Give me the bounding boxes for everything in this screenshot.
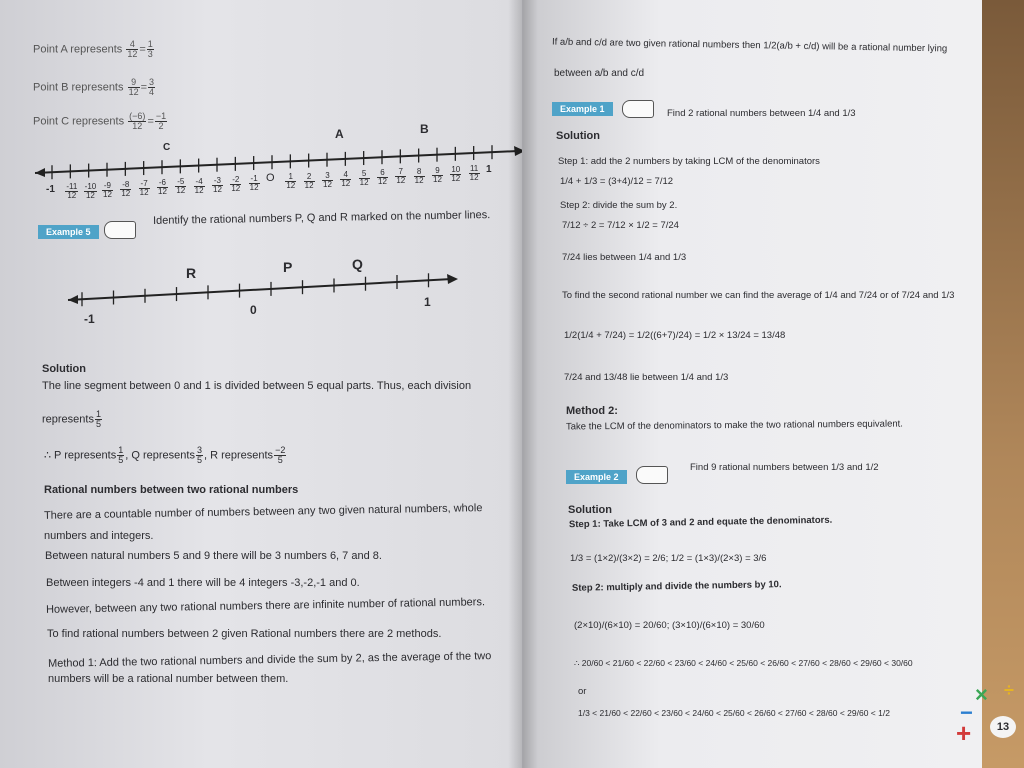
fraction: $\frac{-1}{2}$: [155, 111, 167, 131]
r-represents: , R represents: [203, 449, 274, 462]
example-1-text: Find 2 rational numbers between 1/4 and 1/3: [667, 108, 856, 119]
point-a-marker: A: [335, 127, 344, 141]
para-3: Between natural numbers 5 and 9 there will be 3 numbers 6, 7 and 8.: [45, 550, 382, 562]
right-page: [522, 0, 982, 768]
fraction: $\frac{9}{12}$: [128, 77, 139, 97]
tick-one: 1: [424, 295, 431, 309]
pointing-hand-icon: [636, 466, 668, 484]
tick-label: $\frac{11}{12}$: [469, 164, 479, 183]
tick-label: $\frac{-4}{12}$: [194, 176, 204, 195]
divide-sign-icon: ÷: [1004, 680, 1014, 700]
example-2-badge: Example 2: [566, 470, 627, 484]
fraction: $\frac{1}{3}$: [147, 39, 153, 59]
step-1-lcm: Step 1: Take LCM of 3 and 2 and equate the denominators.: [568, 514, 833, 531]
tick-label: $\frac{-5}{12}$: [176, 177, 186, 196]
pointing-hand-icon: [104, 221, 136, 239]
lies-between-text: 7/24 lies between 1/4 and 1/3: [562, 252, 687, 263]
solution-2-heading: Solution: [568, 504, 612, 516]
tick-label: $\frac{-11}{12}$: [66, 182, 78, 201]
step-2-equation-ten: (2×10)/(6×10) = 20/60; (3×10)/(6×10) = 30/60: [574, 620, 765, 631]
example-5-text: Identify the rational numbers P, Q and R marked on the number lines.: [152, 209, 491, 227]
tick-label: $\frac{9}{12}$: [433, 165, 442, 184]
wooden-table: [982, 0, 1024, 768]
tick-label: $\frac{5}{12}$: [359, 169, 369, 188]
point-b-marker: B: [420, 122, 429, 136]
origin-label: O: [266, 172, 275, 184]
point-c-label: Point C represents: [33, 115, 125, 128]
example-5-badge: Example 5: [38, 225, 99, 239]
intro-line-2: between a/b and c/d: [554, 68, 645, 79]
solution-heading: Solution: [556, 130, 600, 142]
number-line-twelfths: [30, 125, 522, 215]
step-1-lcm-equation: 1/3 = (1×2)/(3×2) = 2/6; 1/2 = (1×3)/(2×3) = 3/6: [570, 553, 767, 564]
para-5: However, between any two rational numbers there are infinite number of rational numbers.: [45, 596, 486, 616]
tick-label: $\frac{-3}{12}$: [213, 175, 222, 194]
minus-sign-icon: −: [960, 700, 973, 725]
tick-label: $\frac{-10}{12}$: [84, 181, 97, 200]
tick-label: $\frac{3}{12}$: [323, 170, 332, 189]
q-represents: , Q represents: [125, 449, 195, 462]
method-2-heading: Method 2:: [566, 405, 618, 417]
number-line-fifths: [60, 262, 460, 322]
para-4: Between integers -4 and 1 there will be 4 integers -3,-2,-1 and 0.: [46, 577, 360, 589]
tick-label: $\frac{4}{12}$: [341, 169, 351, 188]
second-number-text: To find the second rational number we can find the average of 1/4 and 7/24 or of 7/24 and 1/3: [562, 290, 955, 301]
point-a-line: Point A represents $\frac{4}{12}$ = $\frac{1}{3}$: [33, 39, 153, 59]
average-equation: 1/2(1/4 + 7/24) = 1/2((6+7)/24) = 1/2 × 13/24 = 13/48: [564, 330, 786, 341]
point-r-marker: R: [186, 265, 197, 281]
fraction: $\frac{(-6)}{12}$: [129, 111, 146, 131]
tick-label: -1: [46, 184, 55, 196]
step-1-equation: 1/4 + 1/3 = (3+4)/12 = 7/12: [560, 176, 674, 187]
tick-label: $\frac{-1}{12}$: [249, 174, 259, 193]
para-6: To find rational numbers between 2 given Rational numbers there are 2 methods.: [47, 628, 442, 640]
step-2-multiply: Step 2: multiply and divide the numbers by 10.: [571, 579, 782, 594]
inequality-chain-2: 1/3 < 21/60 < 22/60 < 23/60 < 24/60 < 25/60 < 26/60 < 27/60 < 28/60 < 29/60 < 1/2: [578, 708, 890, 718]
fraction: $\frac{1}{5}$: [95, 409, 101, 429]
book-gutter: [508, 0, 538, 768]
or-text: or: [578, 686, 587, 697]
multiply-sign-icon: ×: [975, 682, 988, 707]
fraction: $\frac{3}{4}$: [149, 77, 155, 97]
intro-line-1: If a/b and c/d are two given rational numbers then 1/2(a/b + c/d) will be a rational number lying: [551, 36, 948, 55]
para-2: numbers and integers.: [44, 530, 154, 542]
point-b-line: Point B represents $\frac{9}{12}$ = $\frac{3}{4}$: [33, 77, 155, 97]
para-8: numbers will be a rational number between them.: [48, 673, 289, 685]
page-number: 13: [990, 716, 1016, 738]
point-q-marker: Q: [352, 256, 363, 272]
step-2-equation: 7/12 ÷ 2 = 7/12 × 1/2 = 7/24: [562, 220, 679, 231]
point-b-label: Point B represents: [33, 81, 124, 94]
method-2-text: Take the LCM of the denominators to make the two rational numbers equivalent.: [565, 418, 903, 433]
represents-text: represents: [42, 413, 94, 426]
section-heading: Rational numbers between two rational numbers: [44, 484, 299, 496]
para-1: There are a countable number of numbers between any two given natural numbers, whole: [43, 502, 483, 522]
tick-label: $\frac{-6}{12}$: [158, 178, 167, 197]
fraction: $\frac{-2}{5}$: [275, 445, 286, 465]
fraction: $\frac{3}{5}$: [196, 445, 202, 465]
tick-minus-one: -1: [84, 312, 95, 326]
tick-label: $\frac{10}{12}$: [451, 164, 461, 183]
step-1-text: Step 1: add the 2 numbers by taking LCM of the denominators: [558, 156, 820, 167]
tick-label: $\frac{2}{12}$: [304, 171, 314, 190]
plus-sign-icon: +: [956, 718, 972, 748]
fraction: $\frac{4}{12}$: [127, 39, 138, 59]
para-7: Method 1: Add the two rational numbers and divide the sum by 2, as the average of the two: [47, 650, 492, 670]
point-c-line: Point C represents $\frac{(-6)}{12}$ = $\frac{-1}{2}$: [33, 111, 167, 131]
solution-heading: Solution: [42, 363, 86, 375]
example-2-text: Find 9 rational numbers between 1/3 and 1/2: [690, 462, 879, 473]
point-a-label: Point A represents: [33, 43, 123, 56]
example-1-badge: Example 1: [552, 102, 613, 116]
lie-between-result: 7/24 and 13/48 lie between 1/4 and 1/3: [564, 372, 729, 383]
tick-label: $\frac{8}{12}$: [414, 166, 424, 185]
point-c-marker: C: [163, 142, 171, 153]
point-p-marker: P: [283, 259, 293, 275]
tick-label: $\frac{6}{12}$: [378, 168, 387, 187]
tick-label: 1: [486, 164, 492, 176]
pointing-hand-icon: [622, 100, 654, 118]
step-2-text: Step 2: divide the sum by 2.: [560, 200, 678, 211]
tick-label: $\frac{-8}{12}$: [121, 179, 131, 198]
solution-line-3: [44, 446, 287, 465]
tick-label: $\frac{1}{12}$: [286, 172, 296, 191]
p-represents: ∴ P represents: [44, 449, 117, 462]
tick-label: $\frac{-7}{12}$: [139, 179, 149, 198]
tick-label: $\frac{-9}{12}$: [103, 180, 112, 199]
tick-label: $\frac{-2}{12}$: [231, 174, 241, 193]
tick-label: $\frac{7}{12}$: [396, 167, 406, 186]
inequality-chain-1: ∴ 20/60 < 21/60 < 22/60 < 23/60 < 24/60 < 25/60 < 26/60 < 27/60 < 28/60 < 29/60 < 30/60: [574, 658, 913, 668]
fraction: $\frac{1}{5}$: [118, 445, 124, 465]
solution-line-1: The line segment between 0 and 1 is divided between 5 equal parts. Thus, each division: [42, 380, 472, 392]
solution-line-2: [42, 410, 103, 429]
tick-zero: 0: [250, 303, 257, 317]
